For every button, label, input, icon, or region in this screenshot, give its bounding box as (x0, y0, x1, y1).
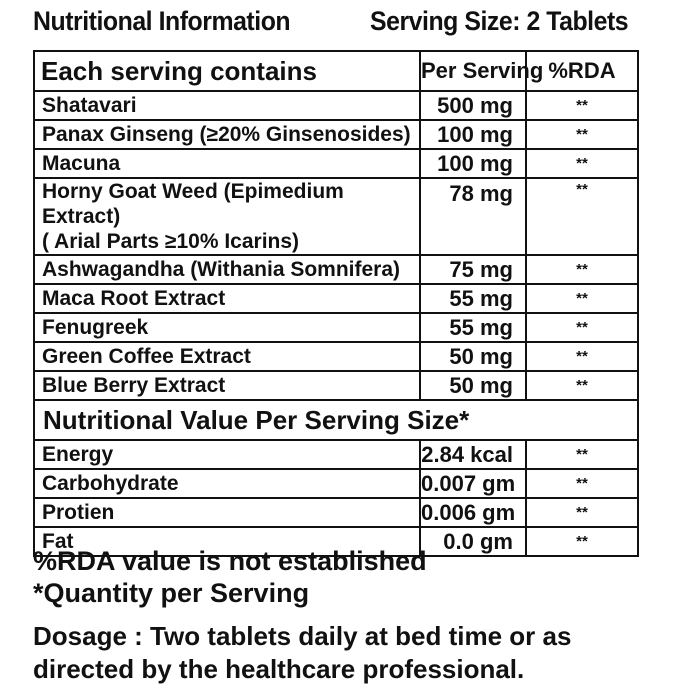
nutrient-amount: 0.007 gm (420, 469, 526, 498)
ingredient-amount: 55 mg (420, 284, 526, 313)
nutrient-name: Energy (34, 440, 420, 469)
nutrient-name: Protien (34, 498, 420, 527)
ingredient-amount: 100 mg (420, 149, 526, 178)
ingredient-rda: ** (526, 371, 638, 400)
table-row (34, 91, 638, 120)
ingredient-amount: 78 mg (420, 178, 526, 255)
ingredient-amount: 75 mg (420, 255, 526, 284)
table-row (34, 469, 638, 498)
ingredient-amount: 50 mg (420, 342, 526, 371)
table-header-row (34, 51, 638, 91)
table-row (34, 178, 638, 255)
ingredient-amount: 500 mg (420, 91, 526, 120)
ingredient-rda: ** (526, 120, 638, 149)
table-row (34, 498, 638, 527)
ingredient-rda: ** (526, 255, 638, 284)
ingredient-name: Blue Berry Extract (34, 371, 420, 400)
ingredient-rda: ** (526, 149, 638, 178)
column-header-rda: %RDA (526, 51, 638, 91)
ingredient-name-line2: ( Arial Parts ≥10% Icarins) (42, 230, 300, 253)
ingredient-rda: ** (526, 91, 638, 120)
ingredient-name-line1: Horny Goat Weed (Epimedium Extract) (42, 180, 344, 228)
label-title: Nutritional Information (33, 6, 291, 36)
table-row (34, 371, 638, 400)
ingredient-name: Shatavari (34, 91, 420, 120)
column-header-contents: Each serving contains (34, 51, 420, 91)
ingredient-rda: ** (526, 342, 638, 371)
nutrient-rda: ** (526, 469, 638, 498)
nutrient-amount: 0.0 gm (420, 527, 526, 556)
table-row (34, 149, 638, 178)
nutrient-rda: ** (526, 440, 638, 469)
table-row (34, 313, 638, 342)
ingredient-amount: 55 mg (420, 313, 526, 342)
ingredient-rda: ** (526, 313, 638, 342)
ingredient-name: Maca Root Extract (34, 284, 420, 313)
table-row (34, 120, 638, 149)
table-row (34, 284, 638, 313)
ingredient-name: Fenugreek (34, 313, 420, 342)
nutrient-rda: ** (526, 527, 638, 556)
nutrient-rda: ** (526, 498, 638, 527)
rda-footnote: %RDA value is not established (33, 546, 427, 576)
dosage-instructions: Dosage : Two tablets daily at bed time or as directed by the healthcare professional. (33, 621, 572, 684)
ingredient-name: Macuna (34, 149, 420, 178)
nutrient-amount: 0.006 gm (420, 498, 526, 527)
table-row (34, 440, 638, 469)
nutrient-amount: 2.84 kcal (420, 440, 526, 469)
table-row (34, 255, 638, 284)
section-title: Nutritional Value Per Serving Size* (34, 400, 638, 440)
ingredient-rda: ** (526, 284, 638, 313)
column-header-per-serving: Per Serving (420, 51, 526, 91)
section-header-row (34, 400, 638, 440)
quantity-footnote: *Quantity per Serving (33, 578, 310, 608)
ingredient-amount: 100 mg (420, 120, 526, 149)
ingredient-name: Panax Ginseng (≥20% Ginsenosides) (34, 120, 420, 149)
ingredient-name (34, 178, 420, 255)
nutrient-name: Carbohydrate (34, 469, 420, 498)
ingredient-amount: 50 mg (420, 371, 526, 400)
ingredient-name: Ashwagandha (Withania Somnifera) (34, 255, 420, 284)
table-row (34, 342, 638, 371)
ingredient-name: Green Coffee Extract (34, 342, 420, 371)
nutrient-name: Fat (34, 527, 420, 556)
nutrition-table (33, 50, 639, 557)
ingredient-rda: ** (526, 178, 638, 255)
serving-size: Serving Size: 2 Tablets (370, 6, 629, 36)
